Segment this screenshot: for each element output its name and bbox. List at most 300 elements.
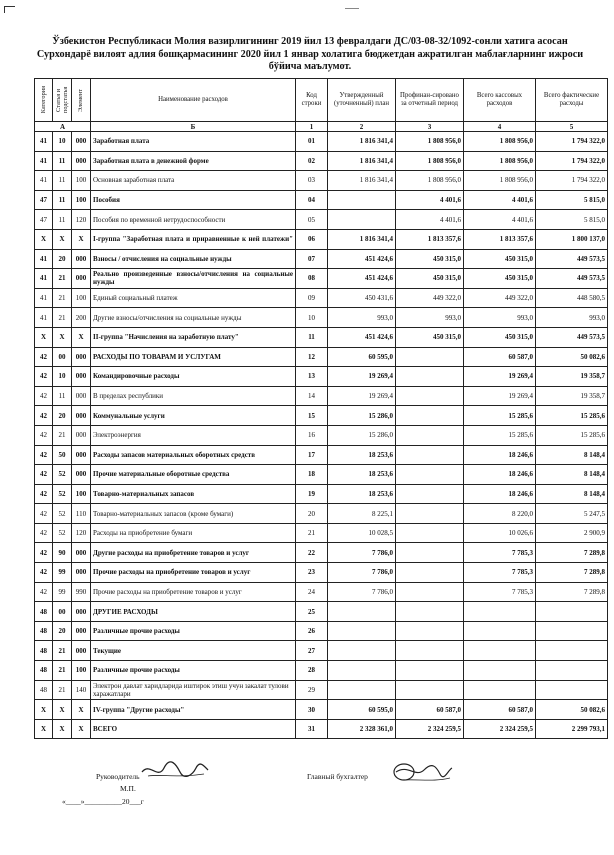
- financed-cell: 2 324 259,5: [396, 719, 464, 739]
- table-row: [35, 190, 608, 210]
- name-cell: Прочие расходы на приобретение товаров и услуг: [91, 582, 296, 602]
- code-cell: 11: [296, 327, 328, 347]
- index-1: 1: [296, 122, 328, 132]
- approved-cell: 1 816 341,4: [328, 229, 396, 249]
- table-row: [35, 504, 608, 524]
- name-cell: Прочие материальные оборотные средства: [91, 465, 296, 485]
- cash-cell: 60 587,0: [464, 700, 536, 720]
- name-cell: Пособия: [91, 190, 296, 210]
- financed-cell: 1 808 956,0: [396, 171, 464, 191]
- code-cell: 03: [296, 171, 328, 191]
- accountant-label: Главный бухгалтер: [307, 772, 368, 781]
- cash-cell: 18 246,6: [464, 484, 536, 504]
- table-row: [35, 680, 608, 700]
- table-row: [35, 641, 608, 661]
- code-cell: 10: [296, 308, 328, 328]
- document-title: [30, 36, 590, 74]
- article-cell: 20: [53, 249, 72, 269]
- table-row: [35, 367, 608, 387]
- financed-cell: 4 401,6: [396, 210, 464, 230]
- table-row: [35, 406, 608, 426]
- category-cell: 42: [35, 582, 53, 602]
- category-cell: 42: [35, 347, 53, 367]
- actual-cell: 5 247,5: [536, 504, 608, 524]
- element-cell: 000: [72, 406, 91, 426]
- approved-cell: [328, 621, 396, 641]
- cash-cell: [464, 602, 536, 622]
- financed-cell: [396, 347, 464, 367]
- category-cell: X: [35, 700, 53, 720]
- code-cell: 27: [296, 641, 328, 661]
- approved-cell: [328, 210, 396, 230]
- article-cell: 10: [53, 367, 72, 387]
- table-row: [35, 308, 608, 328]
- cash-cell: 450 315,0: [464, 327, 536, 347]
- financed-cell: [396, 563, 464, 583]
- cash-cell: [464, 621, 536, 641]
- table-row: [35, 132, 608, 152]
- category-cell: 48: [35, 641, 53, 661]
- financed-cell: [396, 367, 464, 387]
- cash-cell: 7 785,3: [464, 543, 536, 563]
- approved-cell: 19 269,4: [328, 386, 396, 406]
- category-cell: X: [35, 327, 53, 347]
- name-cell: Электрон давлат харидларида иштирок этиш учун закалат тулови харажатлари: [91, 680, 296, 700]
- name-cell: Заработная плата в денежной форме: [91, 151, 296, 171]
- article-cell: X: [53, 719, 72, 739]
- code-cell: 30: [296, 700, 328, 720]
- article-cell: 21: [53, 680, 72, 700]
- category-cell: 42: [35, 543, 53, 563]
- table-row: [35, 621, 608, 641]
- approved-cell: 8 225,1: [328, 504, 396, 524]
- table-row: [35, 386, 608, 406]
- code-cell: 08: [296, 269, 328, 289]
- element-cell: 000: [72, 269, 91, 289]
- category-cell: 41: [35, 132, 53, 152]
- code-cell: 06: [296, 229, 328, 249]
- cash-cell: 18 246,6: [464, 445, 536, 465]
- element-cell: 000: [72, 249, 91, 269]
- cash-cell: [464, 641, 536, 661]
- article-cell: 00: [53, 347, 72, 367]
- code-cell: 05: [296, 210, 328, 230]
- category-cell: 47: [35, 210, 53, 230]
- category-cell: 41: [35, 269, 53, 289]
- name-cell: Заработная плата: [91, 132, 296, 152]
- actual-cell: 8 148,4: [536, 445, 608, 465]
- code-cell: 19: [296, 484, 328, 504]
- article-cell: 21: [53, 661, 72, 681]
- approved-cell: 1 816 341,4: [328, 171, 396, 191]
- category-cell: 48: [35, 621, 53, 641]
- element-cell: 990: [72, 582, 91, 602]
- financed-cell: 449 322,0: [396, 288, 464, 308]
- element-cell: 000: [72, 602, 91, 622]
- accountant-signature: [388, 760, 454, 784]
- name-cell: I-группа "Заработная плата и приравненные к ней платежи": [91, 229, 296, 249]
- approved-cell: 18 253,6: [328, 484, 396, 504]
- name-cell: II-группа "Начисления на заработную плату": [91, 327, 296, 347]
- col-article-header: Статья и подстатья: [53, 79, 72, 122]
- approved-cell: 60 595,0: [328, 700, 396, 720]
- element-cell: 100: [72, 661, 91, 681]
- name-cell: Взносы / отчисления на социальные нужды: [91, 249, 296, 269]
- article-cell: 10: [53, 132, 72, 152]
- name-cell: Прочие расходы на приобретение товаров и услуг: [91, 563, 296, 583]
- category-cell: 41: [35, 171, 53, 191]
- element-cell: 000: [72, 347, 91, 367]
- col-approved-header: Утвержденный (уточненный) план: [328, 79, 396, 122]
- table-row: [35, 269, 608, 289]
- element-cell: 100: [72, 484, 91, 504]
- table-row: [35, 719, 608, 739]
- col-code-header: Код строки: [296, 79, 328, 122]
- cash-cell: 1 808 956,0: [464, 171, 536, 191]
- category-cell: X: [35, 229, 53, 249]
- financed-cell: 450 315,0: [396, 269, 464, 289]
- index-3: 3: [396, 122, 464, 132]
- financed-cell: 1 808 956,0: [396, 151, 464, 171]
- category-cell: 41: [35, 308, 53, 328]
- approved-cell: [328, 602, 396, 622]
- table-row: [35, 523, 608, 543]
- name-cell: Товарно-материальных запасов: [91, 484, 296, 504]
- approved-cell: 18 253,6: [328, 465, 396, 485]
- table-row: [35, 171, 608, 191]
- table-row: [35, 288, 608, 308]
- category-cell: 42: [35, 504, 53, 524]
- element-cell: 000: [72, 386, 91, 406]
- element-cell: 200: [72, 308, 91, 328]
- col-name-header: Наименование расходов: [91, 79, 296, 122]
- actual-cell: 50 082,6: [536, 347, 608, 367]
- table-row: [35, 229, 608, 249]
- financed-cell: 60 587,0: [396, 700, 464, 720]
- table-row: [35, 327, 608, 347]
- table-row: [35, 563, 608, 583]
- element-cell: 000: [72, 621, 91, 641]
- title-line-3: бўйича маълумот.: [268, 61, 352, 72]
- element-cell: 000: [72, 641, 91, 661]
- actual-cell: 1 794 322,0: [536, 151, 608, 171]
- name-cell: Товарно-материальных запасов (кроме бумаги): [91, 504, 296, 524]
- approved-cell: 7 786,0: [328, 563, 396, 583]
- code-cell: 25: [296, 602, 328, 622]
- name-cell: Другие взносы/отчисления на социальные нужды: [91, 308, 296, 328]
- financed-cell: [396, 602, 464, 622]
- actual-cell: 7 289,8: [536, 543, 608, 563]
- actual-cell: 1 794 322,0: [536, 132, 608, 152]
- article-cell: 50: [53, 445, 72, 465]
- category-cell: 42: [35, 367, 53, 387]
- name-cell: IV-группа "Другие расходы": [91, 700, 296, 720]
- table-row: [35, 582, 608, 602]
- financed-cell: [396, 425, 464, 445]
- element-cell: 000: [72, 563, 91, 583]
- financed-cell: [396, 445, 464, 465]
- cash-cell: 60 587,0: [464, 347, 536, 367]
- article-cell: 20: [53, 621, 72, 641]
- financed-cell: 993,0: [396, 308, 464, 328]
- approved-cell: [328, 190, 396, 210]
- code-cell: 26: [296, 621, 328, 641]
- name-cell: Основная заработная плата: [91, 171, 296, 191]
- element-cell: 000: [72, 151, 91, 171]
- approved-cell: 2 328 361,0: [328, 719, 396, 739]
- financed-cell: [396, 582, 464, 602]
- name-cell: Электроэнергия: [91, 425, 296, 445]
- element-cell: 100: [72, 288, 91, 308]
- article-cell: 21: [53, 641, 72, 661]
- cash-cell: 15 285,6: [464, 406, 536, 426]
- category-cell: 42: [35, 445, 53, 465]
- category-cell: 47: [35, 190, 53, 210]
- financed-cell: [396, 680, 464, 700]
- actual-cell: [536, 680, 608, 700]
- name-cell: Различные прочие расходы: [91, 661, 296, 681]
- category-cell: 42: [35, 465, 53, 485]
- date-line: «____»__________20___г: [62, 797, 144, 806]
- approved-cell: 451 424,6: [328, 327, 396, 347]
- table-row: [35, 347, 608, 367]
- index-5: 5: [536, 122, 608, 132]
- table-row: [35, 465, 608, 485]
- cash-cell: 4 401,6: [464, 190, 536, 210]
- article-cell: X: [53, 229, 72, 249]
- financed-cell: [396, 504, 464, 524]
- cash-cell: 1 808 956,0: [464, 151, 536, 171]
- category-cell: 42: [35, 386, 53, 406]
- approved-cell: 15 286,0: [328, 425, 396, 445]
- approved-cell: 1 816 341,4: [328, 132, 396, 152]
- category-cell: 42: [35, 563, 53, 583]
- code-cell: 20: [296, 504, 328, 524]
- article-cell: 21: [53, 308, 72, 328]
- code-cell: 14: [296, 386, 328, 406]
- cash-cell: 4 401,6: [464, 210, 536, 230]
- article-cell: 11: [53, 190, 72, 210]
- article-cell: 11: [53, 171, 72, 191]
- actual-cell: 1 800 137,0: [536, 229, 608, 249]
- element-cell: 110: [72, 504, 91, 524]
- financed-cell: 1 808 956,0: [396, 132, 464, 152]
- code-cell: 31: [296, 719, 328, 739]
- element-cell: 140: [72, 680, 91, 700]
- table-row: [35, 249, 608, 269]
- approved-cell: [328, 641, 396, 661]
- code-cell: 23: [296, 563, 328, 583]
- actual-cell: [536, 661, 608, 681]
- approved-cell: 7 786,0: [328, 543, 396, 563]
- actual-cell: 15 285,6: [536, 425, 608, 445]
- table-row: [35, 661, 608, 681]
- financed-cell: [396, 484, 464, 504]
- name-cell: Коммунальные услуги: [91, 406, 296, 426]
- code-cell: 22: [296, 543, 328, 563]
- index-4: 4: [464, 122, 536, 132]
- actual-cell: 449 573,5: [536, 327, 608, 347]
- financed-cell: [396, 465, 464, 485]
- approved-cell: 450 431,6: [328, 288, 396, 308]
- approved-cell: 7 786,0: [328, 582, 396, 602]
- financed-cell: [396, 641, 464, 661]
- code-cell: 04: [296, 190, 328, 210]
- name-cell: Различные прочие расходы: [91, 621, 296, 641]
- financed-cell: [396, 661, 464, 681]
- table-row: [35, 602, 608, 622]
- element-cell: 000: [72, 445, 91, 465]
- article-cell: 52: [53, 465, 72, 485]
- approved-cell: 451 424,6: [328, 269, 396, 289]
- actual-cell: 19 358,7: [536, 367, 608, 387]
- table-row: [35, 210, 608, 230]
- element-cell: 100: [72, 190, 91, 210]
- approved-cell: [328, 680, 396, 700]
- code-cell: 16: [296, 425, 328, 445]
- article-cell: 11: [53, 386, 72, 406]
- table-row: [35, 484, 608, 504]
- cash-cell: 19 269,4: [464, 386, 536, 406]
- financed-cell: [396, 543, 464, 563]
- financed-cell: 450 315,0: [396, 327, 464, 347]
- financed-cell: 450 315,0: [396, 249, 464, 269]
- table-row: [35, 700, 608, 720]
- financed-cell: 1 813 357,6: [396, 229, 464, 249]
- cash-cell: 1 813 357,6: [464, 229, 536, 249]
- element-cell: 000: [72, 132, 91, 152]
- name-cell: Расходы запасов материальных оборотных средств: [91, 445, 296, 465]
- title-line-2: Сурхондарё вилоят адлия бошқармасининг 2020 йил 1 январ холатига бюджетдан ажратилган маблағларнинг ижроси: [36, 48, 584, 60]
- element-cell: 120: [72, 523, 91, 543]
- header-row: [35, 79, 608, 122]
- name-cell: ДРУГИЕ РАСХОДЫ: [91, 602, 296, 622]
- actual-cell: 5 815,0: [536, 190, 608, 210]
- article-cell: 21: [53, 425, 72, 445]
- category-cell: 42: [35, 523, 53, 543]
- cash-cell: 450 315,0: [464, 269, 536, 289]
- article-cell: X: [53, 327, 72, 347]
- name-cell: Единый социальный платеж: [91, 288, 296, 308]
- name-cell: Пособия по временной нетрудоспособности: [91, 210, 296, 230]
- table-row: [35, 151, 608, 171]
- element-cell: 000: [72, 367, 91, 387]
- category-cell: 41: [35, 249, 53, 269]
- actual-cell: 1 794 322,0: [536, 171, 608, 191]
- article-cell: 21: [53, 288, 72, 308]
- article-cell: 21: [53, 269, 72, 289]
- actual-cell: 15 285,6: [536, 406, 608, 426]
- article-cell: X: [53, 700, 72, 720]
- col-category-header: Категория: [35, 79, 53, 122]
- cash-cell: 993,0: [464, 308, 536, 328]
- element-cell: X: [72, 700, 91, 720]
- code-cell: 09: [296, 288, 328, 308]
- name-cell: Расходы на приобретение бумаги: [91, 523, 296, 543]
- code-cell: 15: [296, 406, 328, 426]
- head-label: Руководитель: [96, 772, 140, 781]
- financed-cell: [396, 406, 464, 426]
- cash-cell: 449 322,0: [464, 288, 536, 308]
- actual-cell: 993,0: [536, 308, 608, 328]
- actual-cell: [536, 602, 608, 622]
- cash-cell: [464, 661, 536, 681]
- table-row: [35, 543, 608, 563]
- col-actual-header: Всего фактические расходы: [536, 79, 608, 122]
- actual-cell: 2 299 793,1: [536, 719, 608, 739]
- actual-cell: 7 289,8: [536, 563, 608, 583]
- element-cell: X: [72, 327, 91, 347]
- actual-cell: [536, 641, 608, 661]
- cash-cell: 18 246,6: [464, 465, 536, 485]
- element-cell: 120: [72, 210, 91, 230]
- element-cell: 000: [72, 465, 91, 485]
- category-cell: 48: [35, 602, 53, 622]
- financed-cell: [396, 386, 464, 406]
- actual-cell: 449 573,5: [536, 269, 608, 289]
- approved-cell: 1 816 341,4: [328, 151, 396, 171]
- actual-cell: 449 573,5: [536, 249, 608, 269]
- article-cell: 52: [53, 523, 72, 543]
- name-cell: ВСЕГО: [91, 719, 296, 739]
- financed-cell: [396, 621, 464, 641]
- actual-cell: [536, 621, 608, 641]
- index-2: 2: [328, 122, 396, 132]
- category-cell: 41: [35, 288, 53, 308]
- index-b: Б: [91, 122, 296, 132]
- code-cell: 01: [296, 132, 328, 152]
- code-cell: 24: [296, 582, 328, 602]
- cash-cell: 2 324 259,5: [464, 719, 536, 739]
- actual-cell: 5 815,0: [536, 210, 608, 230]
- article-cell: 11: [53, 210, 72, 230]
- code-cell: 12: [296, 347, 328, 367]
- actual-cell: 2 900,9: [536, 523, 608, 543]
- approved-cell: 993,0: [328, 308, 396, 328]
- column-index-row: [35, 122, 608, 132]
- article-cell: 11: [53, 151, 72, 171]
- cash-cell: 15 285,6: [464, 425, 536, 445]
- article-cell: 20: [53, 406, 72, 426]
- actual-cell: 8 148,4: [536, 484, 608, 504]
- cash-cell: 7 785,3: [464, 563, 536, 583]
- code-cell: 17: [296, 445, 328, 465]
- col-element-header: Элемент: [72, 79, 91, 122]
- category-cell: 42: [35, 406, 53, 426]
- name-cell: Текущие: [91, 641, 296, 661]
- category-cell: 42: [35, 425, 53, 445]
- category-cell: 48: [35, 680, 53, 700]
- category-cell: 48: [35, 661, 53, 681]
- name-cell: В пределах республики: [91, 386, 296, 406]
- element-cell: 000: [72, 543, 91, 563]
- article-cell: 99: [53, 563, 72, 583]
- actual-cell: 19 358,7: [536, 386, 608, 406]
- cash-cell: 7 785,3: [464, 582, 536, 602]
- approved-cell: 60 595,0: [328, 347, 396, 367]
- table-row: [35, 445, 608, 465]
- head-signature: [138, 758, 210, 782]
- cash-cell: 8 220,0: [464, 504, 536, 524]
- approved-cell: 15 286,0: [328, 406, 396, 426]
- element-cell: X: [72, 719, 91, 739]
- index-a: А: [35, 122, 91, 132]
- scan-mark: [345, 8, 359, 9]
- col-cash-header: Всего кассовых расходов: [464, 79, 536, 122]
- cash-cell: [464, 680, 536, 700]
- element-cell: 100: [72, 171, 91, 191]
- element-cell: 000: [72, 425, 91, 445]
